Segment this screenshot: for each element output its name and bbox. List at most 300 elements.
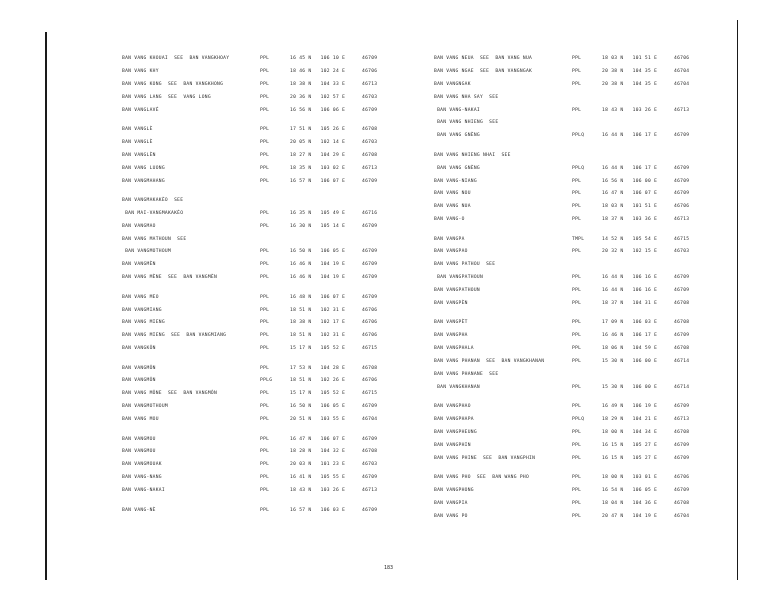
- coordinates: 18 37 N 104 31 E: [602, 301, 658, 307]
- place-name: BAN VANGLAVÉ: [122, 107, 159, 113]
- place-name: BAN VANGPAO: [434, 249, 468, 255]
- place-name: BAN VANG-NAKAI: [434, 107, 480, 113]
- map-sheet-code: 46708: [674, 301, 690, 307]
- gazetteer-entry: [434, 249, 724, 262]
- map-sheet-code: 46703: [674, 249, 690, 255]
- gazetteer-entry: [122, 249, 412, 262]
- map-sheet-code: 46709: [362, 436, 378, 442]
- feature-type: PPL: [572, 68, 582, 74]
- gazetteer-entry: [122, 237, 412, 250]
- gazetteer-entry: [122, 378, 412, 391]
- place-name: BAN VANGPHAO: [434, 404, 471, 410]
- map-sheet-code: 46706: [674, 204, 690, 210]
- coordinates: 16 44 N 106 16 E: [602, 288, 658, 294]
- map-sheet-code: 46709: [674, 275, 690, 281]
- gazetteer-entry: [434, 191, 724, 204]
- coordinates: 18 03 N 101 51 E: [602, 204, 658, 210]
- map-sheet-code: 46713: [362, 165, 378, 171]
- place-name: BAN VANG GNÈNG: [434, 165, 480, 171]
- gazetteer-entry: [122, 56, 412, 69]
- gazetteer-entry: [122, 391, 412, 404]
- coordinates: 16 30 N 105 14 E: [290, 223, 346, 229]
- place-name: BAN VANG KHY: [122, 68, 159, 74]
- feature-type: TMPL: [572, 236, 585, 242]
- map-sheet-code: 46703: [362, 462, 378, 468]
- feature-type: PPL: [572, 359, 582, 365]
- map-sheet-code: 46706: [362, 320, 378, 326]
- place-name: BAN VANG PATHOU SEE: [434, 262, 496, 268]
- feature-type: PPL: [572, 217, 582, 223]
- feature-type: PPL: [572, 275, 582, 281]
- feature-type: PPL: [260, 307, 270, 313]
- coordinates: 18 27 N 104 29 E: [290, 152, 346, 158]
- gazetteer-entry: [434, 346, 724, 359]
- feature-type: PPL: [260, 404, 270, 410]
- feature-type: PPL: [260, 391, 270, 397]
- feature-type: PPL: [572, 204, 582, 210]
- coordinates: 20 32 N 102 15 E: [602, 249, 658, 255]
- map-sheet-code: 46709: [674, 165, 690, 171]
- coordinates: 16 41 N 105 55 E: [290, 475, 346, 481]
- right-column: [434, 56, 724, 527]
- feature-type: PPL: [260, 417, 270, 423]
- coordinates: 17 09 N 106 03 E: [602, 320, 658, 326]
- place-name: BAN VANGMOU: [122, 449, 156, 455]
- map-sheet-code: 46709: [362, 249, 378, 255]
- coordinates: 17 53 N 104 28 E: [290, 365, 346, 371]
- feature-type: PPL: [260, 152, 270, 158]
- place-name: BAN VANG NHIENG NHAI SEE: [434, 152, 511, 158]
- map-sheet-code: 46706: [362, 333, 378, 339]
- map-sheet-code: 46704: [362, 417, 378, 423]
- place-name: BAN VANGPA: [434, 236, 465, 242]
- feature-type: PPL: [260, 275, 270, 281]
- coordinates: 18 46 N 102 24 E: [290, 68, 346, 74]
- coordinates: 18 51 N 102 31 E: [290, 307, 346, 313]
- feature-type: PPL: [260, 320, 270, 326]
- place-name: BAN VANGMÔN: [122, 378, 156, 384]
- coordinates: 18 37 N 103 36 E: [602, 217, 658, 223]
- map-sheet-code: 46713: [674, 417, 690, 423]
- feature-type: PPL: [260, 262, 270, 268]
- coordinates: 20 36 N 102 57 E: [290, 94, 346, 100]
- gazetteer-entry: [122, 404, 412, 417]
- place-name: BAN VANGMÈN: [122, 262, 156, 268]
- gazetteer-entry: [122, 120, 412, 139]
- map-sheet-code: 46716: [362, 210, 378, 216]
- coordinates: 16 56 N 106 00 E: [602, 178, 658, 184]
- place-name: BAN VANGLÈN: [122, 152, 156, 158]
- gazetteer-entry: [434, 120, 724, 133]
- feature-type: PPL: [572, 107, 582, 113]
- map-sheet-code: 46714: [674, 384, 690, 390]
- coordinates: 18 06 N 104 59 E: [602, 346, 658, 352]
- map-sheet-code: 46704: [674, 513, 690, 519]
- place-name: BAN VANG LANG SEE VANG LONG: [122, 94, 211, 100]
- place-name: BAN VANG MIENG SEE BAN VANGMIANG: [122, 333, 227, 339]
- place-name: BAN VANGPÈN: [434, 301, 468, 307]
- coordinates: 16 15 N 105 27 E: [602, 442, 658, 448]
- place-name: BAN VANGMOTHOUM: [122, 249, 172, 255]
- place-name: BAN VANGPHONG: [434, 488, 474, 494]
- coordinates: 18 29 N 104 21 E: [602, 417, 658, 423]
- place-name: BAN VANGPHIN: [434, 442, 471, 448]
- feature-type: PPL: [260, 126, 270, 132]
- place-name: BAN VANG MIENG: [122, 320, 165, 326]
- coordinates: 18 04 N 104 36 E: [602, 501, 658, 506]
- map-sheet-code: 46709: [674, 133, 690, 139]
- coordinates: 20 05 N 102 14 E: [290, 139, 346, 145]
- feature-type: PPL: [572, 56, 582, 61]
- gazetteer-entry: [122, 288, 412, 307]
- gazetteer-entry: [434, 82, 724, 95]
- feature-type: PPL: [260, 68, 270, 74]
- coordinates: 15 17 N 105 52 E: [290, 346, 346, 352]
- feature-type: PPL: [572, 191, 582, 197]
- feature-type: PPL: [572, 346, 582, 352]
- place-name: BAN VANG KHOUAI SEE BAN VANGKHOAY: [122, 56, 230, 61]
- place-name: BAN VANG LUONG: [122, 165, 165, 171]
- gazetteer-entry: [434, 95, 724, 108]
- map-sheet-code: 46715: [362, 391, 378, 397]
- gazetteer-entry: [434, 443, 724, 456]
- gazetteer-entry: [434, 456, 724, 469]
- coordinates: 18 35 N 103 02 E: [290, 165, 346, 171]
- coordinates: 16 56 N 106 06 E: [290, 107, 346, 113]
- feature-type: PPL: [572, 301, 582, 307]
- place-name: BAN VANGPHA: [434, 333, 468, 339]
- map-sheet-code: 46709: [362, 223, 378, 229]
- map-sheet-code: 46715: [674, 236, 690, 242]
- gazetteer-entry: [434, 514, 724, 527]
- coordinates: 16 44 N 106 17 E: [602, 165, 658, 171]
- map-sheet-code: 46708: [362, 152, 378, 158]
- map-sheet-code: 46708: [362, 365, 378, 371]
- map-sheet-code: 46713: [674, 107, 690, 113]
- gazetteer-entry: [434, 146, 724, 165]
- coordinates: 16 57 N 106 07 E: [290, 178, 346, 184]
- feature-type: PPL: [260, 294, 270, 300]
- coordinates: 16 50 N 106 05 E: [290, 404, 346, 410]
- coordinates: 16 46 N 104 19 E: [290, 275, 346, 281]
- gazetteer-entry: [434, 488, 724, 501]
- place-name: BAN VANGPÈT: [434, 320, 468, 326]
- place-name: BAN VANG MOU: [122, 417, 159, 423]
- feature-type: PPL: [260, 475, 270, 481]
- gazetteer-entry: [122, 69, 412, 82]
- place-name: BAN VANGPHEUNG: [434, 430, 477, 436]
- map-sheet-code: 46709: [674, 442, 690, 448]
- gazetteer-entry: [434, 217, 724, 230]
- place-name: BAN VANG-NAKAI: [122, 488, 165, 494]
- page-number: 183: [384, 565, 394, 571]
- feature-type: PPL: [260, 178, 270, 184]
- map-sheet-code: 46704: [674, 68, 690, 74]
- map-sheet-code: 46709: [362, 275, 378, 281]
- map-sheet-code: 46709: [674, 333, 690, 339]
- place-name: BAN VANGMAO: [122, 223, 156, 229]
- coordinates: 18 00 N 104 34 E: [602, 430, 658, 436]
- place-name: BAN VANGPATHOUN: [434, 288, 480, 294]
- feature-type: PPL: [572, 81, 582, 87]
- feature-type: PPL: [572, 430, 582, 436]
- place-name: BAN VANGLÈ: [122, 126, 153, 132]
- feature-type: PPL: [260, 436, 270, 442]
- coordinates: 16 54 N 106 05 E: [602, 488, 658, 494]
- map-sheet-code: 46709: [362, 56, 378, 61]
- place-name: BAN VANGMOTHOUM: [122, 404, 168, 410]
- coordinates: 20 51 N 103 55 E: [290, 417, 346, 423]
- place-name: BAN VANGKHANAN: [434, 384, 480, 390]
- place-name: BAN VANGMAKAKÈO SEE: [122, 197, 184, 203]
- gazetteer-entry: [122, 153, 412, 166]
- map-sheet-code: 46713: [674, 217, 690, 223]
- place-name: BAN VANGMIANG: [122, 307, 162, 313]
- place-name: BAN VANG PO: [434, 513, 468, 519]
- gazetteer-entry: [434, 166, 724, 179]
- gazetteer-entry: [434, 501, 724, 514]
- gazetteer-entry: [122, 430, 412, 449]
- coordinates: 18 38 N 102 17 E: [290, 320, 346, 326]
- gazetteer-entry: [434, 275, 724, 288]
- feature-type: PPLQ: [572, 165, 585, 171]
- coordinates: 16 49 N 106 19 E: [602, 404, 658, 410]
- coordinates: 16 44 N 106 17 E: [602, 133, 658, 139]
- map-sheet-code: 46704: [674, 81, 690, 87]
- place-name: BAN VANG GNÈNG: [434, 133, 480, 139]
- gazetteer-entry: [122, 108, 412, 121]
- gazetteer-entry: [122, 275, 412, 288]
- feature-type: PPLG: [260, 378, 273, 384]
- coordinates: 18 28 N 104 32 E: [290, 449, 346, 455]
- feature-type: PPL: [572, 455, 582, 461]
- place-name: BAN VANGMOU: [122, 436, 156, 442]
- coordinates: 18 43 N 103 26 E: [602, 107, 658, 113]
- map-sheet-code: 46706: [362, 68, 378, 74]
- coordinates: 20 38 N 104 35 E: [602, 68, 658, 74]
- place-name: BAN VANGMOUAK: [122, 462, 162, 468]
- map-sheet-code: 46709: [674, 178, 690, 184]
- place-name: BAN VANG NGAE SEE BAN VANGNGAK: [434, 68, 533, 74]
- place-name: BAN VANG MÈNE SEE BAN VANGMÈN: [122, 275, 218, 281]
- gazetteer-entry: [122, 488, 412, 501]
- gazetteer-entry: [434, 430, 724, 443]
- map-sheet-code: 46709: [362, 507, 378, 513]
- coordinates: 18 43 N 103 26 E: [290, 488, 346, 494]
- gazetteer-entry: [122, 82, 412, 95]
- feature-type: PPL: [572, 178, 582, 184]
- place-name: BAN VANGPATHOUN: [434, 275, 484, 281]
- place-name: BAN VANG NHIENG SEE: [434, 120, 499, 126]
- gazetteer-entry: [434, 359, 724, 372]
- gazetteer-entry: [122, 179, 412, 192]
- feature-type: PPL: [572, 475, 582, 481]
- gazetteer-entry: [434, 372, 724, 385]
- feature-type: PPL: [260, 365, 270, 371]
- coordinates: 14 52 N 105 54 E: [602, 236, 658, 242]
- feature-type: PPL: [260, 107, 270, 113]
- feature-type: PPL: [572, 320, 582, 326]
- gazetteer-entry: [122, 262, 412, 275]
- feature-type: PPL: [260, 139, 270, 145]
- coordinates: 16 47 N 106 07 E: [290, 436, 346, 442]
- place-name: BAN VANG PHANANE SEE: [434, 371, 499, 377]
- feature-type: PPL: [260, 56, 270, 61]
- map-sheet-code: 46713: [362, 81, 378, 87]
- place-name: BAN VANG MATHOUN SEE: [122, 236, 187, 242]
- place-name: BAN VANGKÔN: [122, 346, 156, 352]
- coordinates: 17 51 N 105 26 E: [290, 126, 346, 132]
- coordinates: 16 57 N 106 03 E: [290, 507, 346, 513]
- gazetteer-entry: [434, 262, 724, 275]
- gazetteer-entry: [122, 449, 412, 462]
- gazetteer-entry: [434, 469, 724, 488]
- coordinates: 16 48 N 106 07 E: [290, 294, 346, 300]
- feature-type: PPL: [260, 81, 270, 87]
- coordinates: 18 51 N 102 26 E: [290, 378, 346, 384]
- place-name: BAN VANG MEO: [122, 294, 159, 300]
- map-sheet-code: 46706: [362, 307, 378, 313]
- map-sheet-code: 46709: [674, 455, 690, 461]
- feature-type: PPL: [260, 94, 270, 100]
- feature-type: PPL: [572, 501, 582, 506]
- feature-type: PPL: [260, 165, 270, 171]
- place-name: BAN VANG NHA SAY SEE: [434, 94, 499, 100]
- place-name: BAN MAI-VANGMAKAKÈO: [122, 210, 184, 216]
- map-sheet-code: 46703: [362, 139, 378, 145]
- left-margin-rule: [45, 32, 47, 580]
- feature-type: PPL: [260, 507, 270, 513]
- feature-type: PPL: [260, 462, 270, 468]
- map-sheet-code: 46714: [674, 359, 690, 365]
- gazetteer-entry: [434, 69, 724, 82]
- feature-type: PPL: [260, 223, 270, 229]
- map-sheet-code: 46709: [674, 404, 690, 410]
- coordinates: 18 03 N 101 51 E: [602, 56, 658, 61]
- coordinates: 16 35 N 105 49 E: [290, 210, 346, 216]
- coordinates: 18 51 N 102 31 E: [290, 333, 346, 339]
- place-name: BAN VANG NOU: [434, 191, 471, 197]
- place-name: BAN VANG-NANG: [122, 475, 162, 481]
- place-name: BAN VANGPHAPA: [434, 417, 474, 423]
- place-name: BAN VANG NUA: [434, 204, 471, 210]
- gazetteer-entry: [434, 301, 724, 314]
- gazetteer-entry: [122, 166, 412, 179]
- feature-type: PPL: [572, 384, 582, 390]
- gazetteer-entry: [122, 462, 412, 475]
- map-sheet-code: 46706: [362, 378, 378, 384]
- place-name: BAN VANG PHINE SEE BAN VANGPHIN: [434, 455, 536, 461]
- feature-type: PPL: [572, 442, 582, 448]
- map-sheet-code: 46708: [674, 430, 690, 436]
- place-name: BAN VANG-NÈ: [122, 507, 156, 513]
- gazetteer-entry: [122, 95, 412, 108]
- place-name: BAN VANG MÔNE SEE BAN VANGMÔN: [122, 391, 218, 397]
- coordinates: 15 17 N 105 52 E: [290, 391, 346, 397]
- coordinates: 20 47 N 104 19 E: [602, 513, 658, 519]
- place-name: BAN VANG-NIANG: [434, 178, 477, 184]
- place-name: BAN VANGLÈ: [122, 139, 153, 145]
- feature-type: PPL: [572, 249, 582, 255]
- feature-type: PPL: [572, 404, 582, 410]
- gazetteer-entry: [434, 179, 724, 192]
- map-sheet-code: 46709: [362, 178, 378, 184]
- gazetteer-entry: [434, 314, 724, 333]
- map-sheet-code: 46703: [362, 94, 378, 100]
- map-sheet-code: 46709: [362, 294, 378, 300]
- coordinates: 15 30 N 106 00 E: [602, 359, 658, 365]
- map-sheet-code: 46708: [362, 126, 378, 132]
- gazetteer-entry: [122, 475, 412, 488]
- place-name: BAN VANG KONG SEE BAN VANGKHONG: [122, 81, 224, 87]
- gazetteer-entry: [122, 191, 412, 210]
- feature-type: PPL: [572, 333, 582, 339]
- map-sheet-code: 46709: [674, 191, 690, 197]
- gazetteer-entry: [122, 501, 412, 520]
- feature-type: PPL: [572, 288, 582, 294]
- gazetteer-entry: [122, 320, 412, 333]
- gazetteer-entry: [434, 398, 724, 417]
- feature-type: PPL: [572, 513, 582, 519]
- gazetteer-entry: [434, 133, 724, 146]
- gazetteer-entry: [434, 333, 724, 346]
- feature-type: PPL: [260, 488, 270, 494]
- gazetteer-entry: [434, 56, 724, 69]
- map-sheet-code: 46708: [674, 320, 690, 326]
- right-margin-rule: [737, 20, 738, 580]
- map-sheet-code: 46709: [362, 262, 378, 268]
- coordinates: 16 50 N 106 05 E: [290, 249, 346, 255]
- gazetteer-entry: [122, 224, 412, 237]
- map-sheet-code: 46715: [362, 346, 378, 352]
- map-sheet-code: 46709: [674, 288, 690, 294]
- place-name: BAN VANGMÔN: [122, 365, 156, 371]
- place-name: BAN VANG PHO SEE BAN WANG PHO: [434, 475, 530, 481]
- map-sheet-code: 46709: [362, 404, 378, 410]
- coordinates: 16 46 N 104 19 E: [290, 262, 346, 268]
- gazetteer-entry: [434, 288, 724, 301]
- gazetteer-entry: [434, 230, 724, 249]
- feature-type: PPL: [260, 346, 270, 352]
- gazetteer-entry: [122, 308, 412, 321]
- feature-type: PPL: [260, 449, 270, 455]
- map-sheet-code: 46706: [674, 56, 690, 61]
- gazetteer-entry: [122, 359, 412, 378]
- coordinates: 20 38 N 104 35 E: [602, 81, 658, 87]
- map-sheet-code: 46709: [674, 488, 690, 494]
- place-name: BAN VANGMAHANG: [122, 178, 165, 184]
- map-sheet-code: 46708: [674, 346, 690, 352]
- place-name: BAN VANG PHANAN SEE BAN VANGKHANAN: [434, 359, 545, 365]
- gazetteer-entry: [434, 417, 724, 430]
- gazetteer-entry: [122, 211, 412, 224]
- feature-type: PPL: [260, 333, 270, 339]
- place-name: BAN VANGPIA: [434, 501, 468, 506]
- place-name: BAN VANG-O: [434, 217, 465, 223]
- coordinates: 16 46 N 106 17 E: [602, 333, 658, 339]
- coordinates: 16 15 N 105 27 E: [602, 455, 658, 461]
- map-sheet-code: 46706: [674, 475, 690, 481]
- feature-type: PPLQ: [572, 417, 585, 423]
- gazetteer-entry: [434, 108, 724, 121]
- feature-type: PPLQ: [572, 133, 585, 139]
- place-name: BAN VANGNGAK: [434, 81, 471, 87]
- gazetteer-entry: [122, 346, 412, 359]
- place-name: BAN VANGPHALA: [434, 346, 474, 352]
- feature-type: PPL: [260, 210, 270, 216]
- map-sheet-code: 46709: [362, 107, 378, 113]
- gazetteer-entry: [122, 333, 412, 346]
